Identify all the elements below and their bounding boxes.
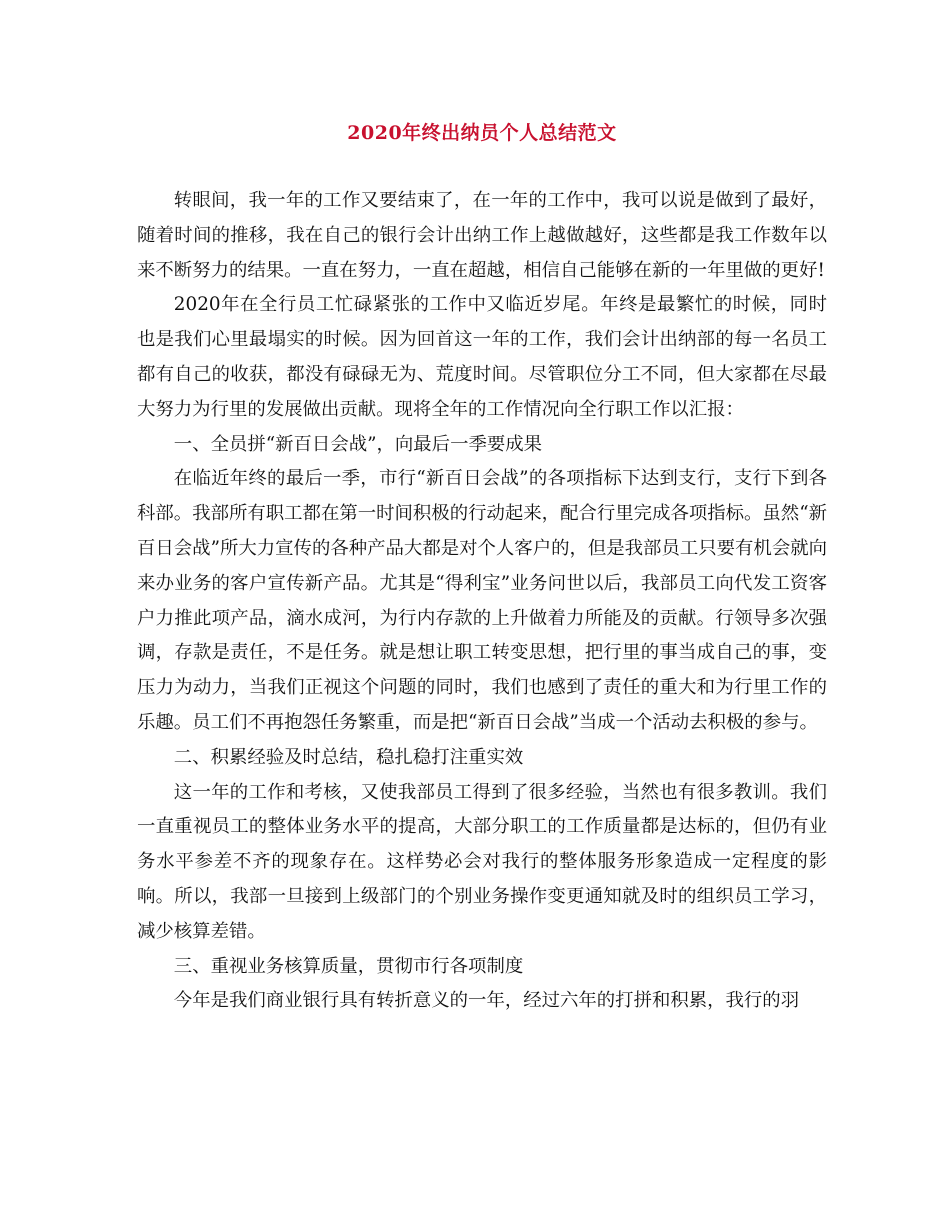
paragraph-section-2: 这一年的工作和考核，又使我部员工得到了很多经验，当然也有很多教训。我们一直重视员工的整体业务水平的提高，大部分职工的工作质量都是达标的，但仍有业务水平参差不齐的现象存在。这样势必会对我行的整体服务形象造成一定程度的影响。所以，我部一旦接到上级部门的个别业务操作变更通知就及时的组织员工学习，减少核算差错。 xyxy=(137,781,827,942)
section-heading-2: 二、积累经验及时总结，稳扎稳打注重实效 xyxy=(173,746,524,768)
paragraph-section-3: 今年是我们商业银行具有转折意义的一年，经过六年的打拼和积累，我行的羽 xyxy=(173,990,800,1012)
paragraph-overview: 2020年在全行员工忙碌紧张的工作中又临近岁尾。年终是最繁忙的时候，同时也是我们心里最塌实的时候。因为回首这一年的工作，我们会计出纳部的每一名员工都有自己的收获，都没有碌碌无为、荒度时间。尽管职位分工不同，但大家都在尽最大努力为行里的发展做出贡献。现将全年的工作情况向全行职工作以汇报： xyxy=(137,294,827,420)
paragraph-intro: 转眼间，我一年的工作又要结束了，在一年的工作中，我可以说是做到了最好，随着时间的推移，我在自己的银行会计出纳工作上越做越好，这些都是我工作数年以来不断努力的结果。一直在努力，一直在超越，相信自己能够在新的一年里做的更好! xyxy=(137,190,827,281)
document-page xyxy=(137,118,827,1019)
document-title: 2020年终出纳员个人总结范文 xyxy=(347,122,617,144)
section-heading-1: 一、全员拼“新百日会战”，向最后一季要成果 xyxy=(173,433,543,455)
section-heading-3: 三、重视业务核算质量，贯彻市行各项制度 xyxy=(173,955,524,977)
paragraph-section-1: 在临近年终的最后一季，市行“新百日会战”的各项指标下达到支行，支行下到各科部。我部所有职工都在第一时间积极的行动起来，配合行里完成各项指标。虽然“新百日会战”所大力宣传的各种产品大都是对个人客户的，但是我部员工只要有机会就向来办业务的客户宣传新产品。尤其是“得利宝”业务问世以后，我部员工向代发工资客户力推此项产品，滴水成河，为行内存款的上升做着力所能及的贡献。行领导多次强调，存款是责任，不是任务。就是想让职工转变思想，把行里的事当成自己的事，变压力为动力，当我们正视这个问题的同时，我们也感到了责任的重大和为行里工作的乐趣。员工们不再抱怨任务繁重，而是把“新百日会战”当成一个活动去积极的参与。 xyxy=(137,468,827,733)
